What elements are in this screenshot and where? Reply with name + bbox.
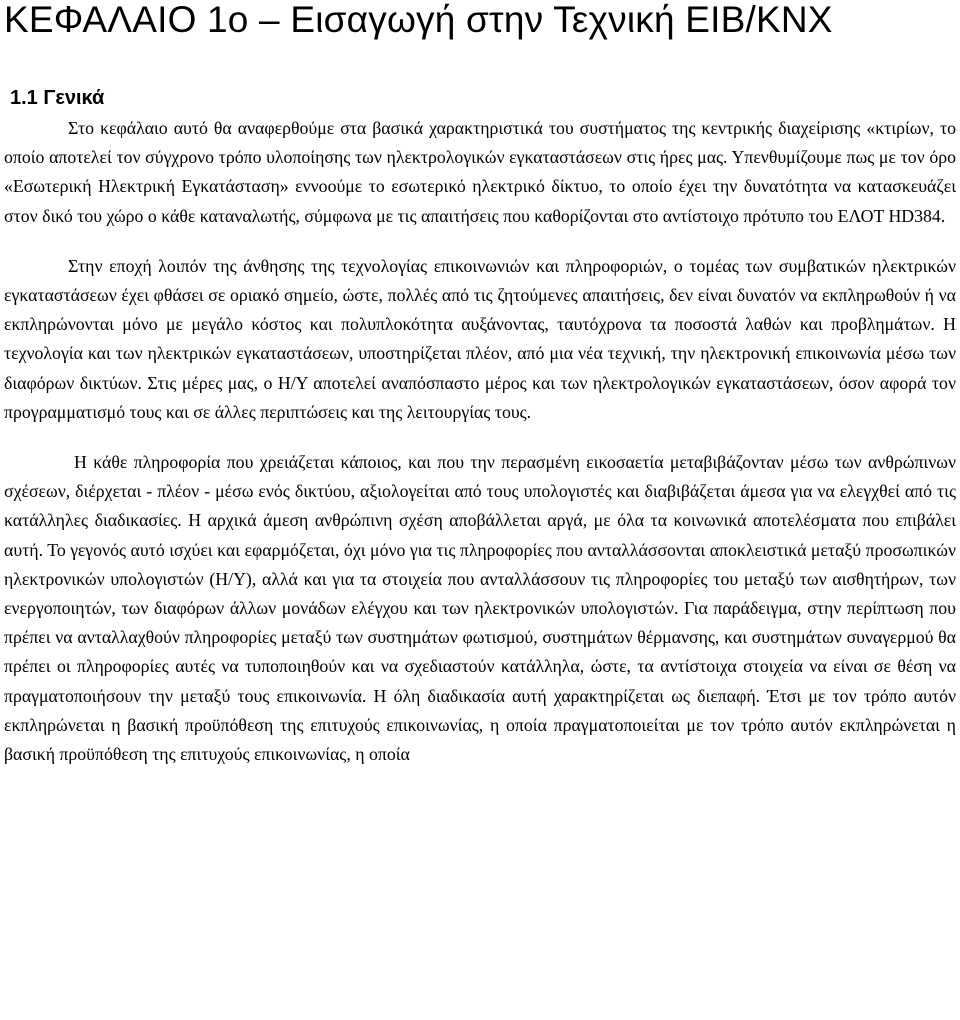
paragraph-information-networks: Η κάθε πληροφορία που χρειάζεται κάποιος, και που την περασμένη εικοσαετία μεταβιβάζονταν μέσω των ανθρώπινων σχέσεων, διέρχεται - πλέον - μέσω ενός δικτύου, αξιολογείται από τους υπολογιστές και διαβιβάζεται άμεσα για να ελεγχθεί από τις κατάλληλες διαδικασίες. Η αρχικά άμεση ανθρώπινη σχέση αποβάλλεται αργά, με όλα τα κοινωνικά αποτελέσματα που επιβάλει αυτή. Το γεγονός αυτό ισχύει και εφαρμόζεται, όχι μόνο για τις πληροφορίες που ανταλλάσσονται αποκλειστικά μεταξύ προσωπικών ηλεκτρονικών υπολογιστών (Η/Υ), αλλά και για τα στοιχεία που ανταλλάσσουν τις πληροφορίες του μεταξύ των αισθητήρων, των ενεργοποιητών, των διαφόρων άλλων μονάδων ελέγχου και των ηλεκτρονικών υπολογιστών. Για παράδειγμα, στην περίπτωση που πρέπει να ανταλλαχθούν πληροφορίες μεταξύ των συστημάτων φωτισμού, συστημάτων θέρμανσης, και συστημάτων συναγερμού θα πρέπει οι πληροφορίες αυτές να τυποποιηθούν και να σχεδιαστούν κατάλληλα, ώστε, τα αντίστοιχα στοιχεία να είναι σε θέση να πραγματοποιήσουν την μεταξύ τους επικοινωνία. Η όλη διαδικασία αυτή χαρακτηρίζεται ως διεπαφή. Έτσι με τον τρόπο αυτόν εκπληρώνεται η βασική προϋπόθεση της επιτυχούς επικοινωνίας, η οποία πραγματοποιείται με τον τρόπο αυτόν εκπληρώνεται η βασική προϋπόθεση της επιτυχούς επικοινωνίας, η οποία <box>4 452 956 765</box>
chapter-title: ΚΕΦΑΛΑΙΟ 1ο – Εισαγωγή στην Τεχνική EIB/KNX <box>4 0 833 40</box>
paragraph-communication-era: Στην εποχή λοιπόν της άνθησης της τεχνολογίας επικοινωνιών και πληροφοριών, ο τομέας των συμβατικών ηλεκτρικών εγκαταστάσεων έχει φθάσει σε οριακό σημείο, ώστε, πολλές από τις ζητούμενες απαιτήσεις, δεν είναι δυνατόν να εκπληρωθούν ή να εκπληρώνονται μόνο με μεγάλο κόστος και πολυπλοκότητα αυξάνοντας, ταυτόχρονα τα ποσοστά λαθών και προβλημάτων. Η τεχνολογία και των ηλεκτρικών εγκαταστάσεων, υποστηρίζεται πλέον, από μια νέα τεχνική, την ηλεκτρονική επικοινωνία μέσω των διαφόρων δικτύων. Στις μέρες μας, ο Η/Υ αποτελεί αναπόσπαστο μέρος και των ηλεκτρολογικών εγκαταστάσεων, όσον αφορά τον προγραμματισμό τους και σε άλλες περιπτώσεις και της λειτουργίας τους. <box>4 255 956 422</box>
paragraph-intro: Στο κεφάλαιο αυτό θα αναφερθούμε στα βασικά χαρακτηριστικά του συστήματος της κεντρικής διαχείρισης «κτιρίων, το οποίο αποτελεί τον σύγχρονο τρόπο υλοποίησης των ηλεκτρολογικών εγκαταστάσεων στις ήρες μας. Υπενθυμίζουμε πως με τον όρο «Εσωτερική Ηλεκτρική Εγκατάσταση» εννοούμε το εσωτερικό ηλεκτρικό δίκτυο, το οποίο έχει την δυνατότητα να κατασκευάζει στον δικό του χώρο ο κάθε καταναλωτής, σύμφωνα με τις απαιτήσεις που καθορίζονται στο αντίστοιχο πρότυπο του ΕΛΟΤ HD384. <box>4 118 956 226</box>
section-heading: 1.1 Γενικά <box>10 87 105 109</box>
